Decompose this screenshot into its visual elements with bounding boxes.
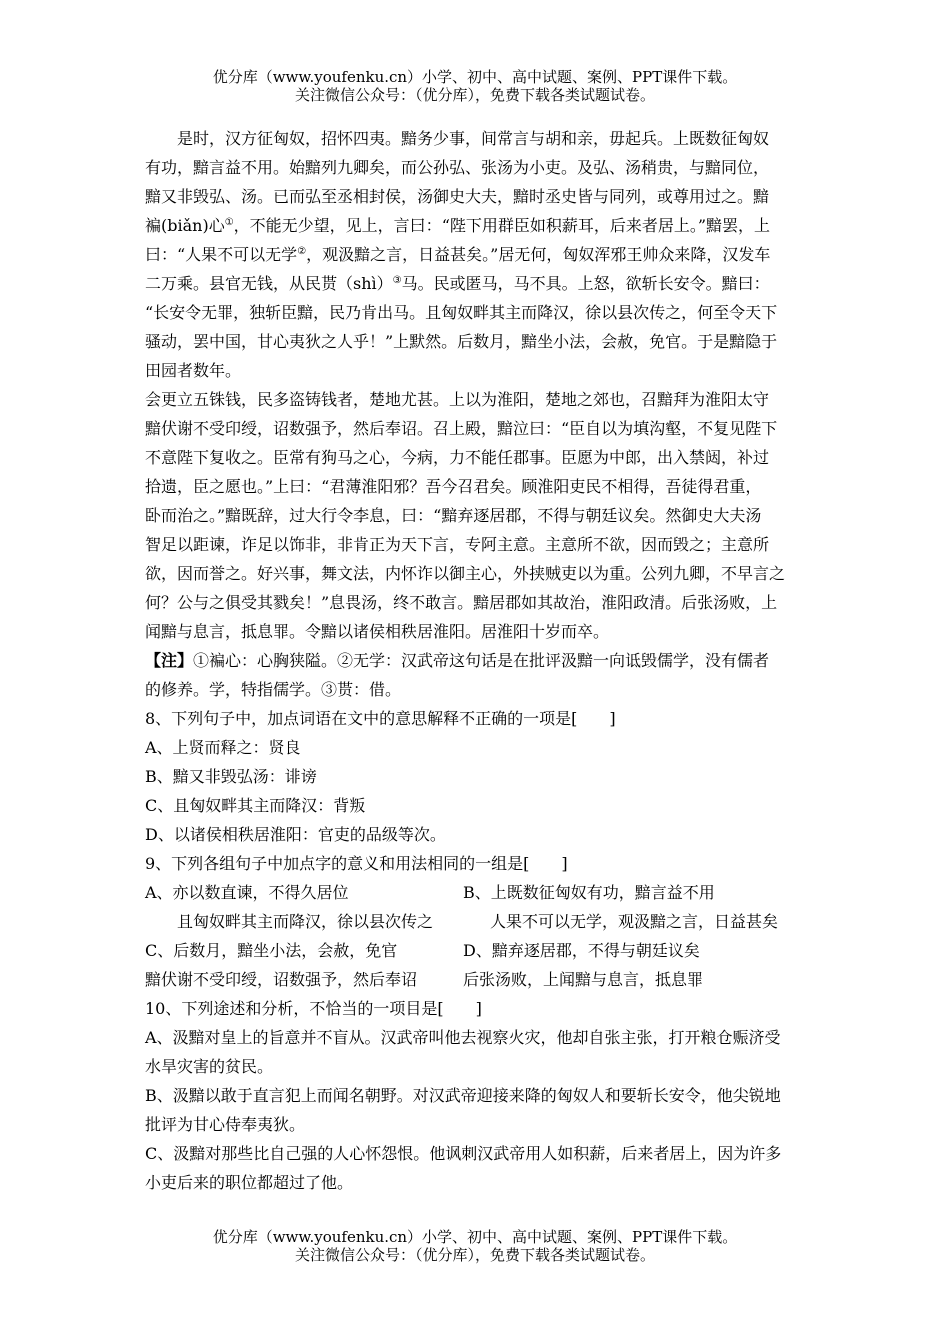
passage-text: ，观汲黯之言，日益甚矣。 bbox=[306, 245, 491, 264]
question-9-option-c-sentence-2: 黯伏谢不受印绶，诏数强予，然后奉诏 bbox=[145, 970, 418, 989]
question-9-option-a-sentence-2: 且匈奴畔其主而降汉，徐以县次传之 bbox=[177, 912, 434, 931]
page-header bbox=[0, 68, 950, 104]
question-9-option-b-sentence-2: 人果不可以无学，观汲黯之言，日益甚矣 bbox=[490, 912, 779, 931]
passage-line bbox=[145, 211, 815, 240]
passage-line: 闻黯与息言，抵息罪。令黯以诸侯相秩居淮阳。居淮阳十岁而卒。 bbox=[145, 622, 610, 641]
passage-line: 不意陛下复收之。臣常有狗马之心，今病，力不能任郡事。臣愿为中郎，出入禁闼，补过 bbox=[145, 448, 770, 467]
question-9-row bbox=[145, 936, 815, 965]
question-8-option-d: D、以诸侯相秩居淮阳：官吏的品级等次。 bbox=[145, 825, 446, 844]
footnote-mark: ② bbox=[297, 246, 307, 257]
passage-line: 是时，汉方征匈奴，招怀四夷。黯务少事，间常言与胡和亲，毋起兵。上既数征匈奴 bbox=[177, 129, 770, 148]
passage-text: 曰：“人果不可以无学 bbox=[145, 245, 298, 264]
passage-line: “长安令无罪，独斩臣黯，民乃肯出马。且匈奴畔其主而降汉，徐以县次传之，何至令天下 bbox=[145, 303, 778, 322]
question-8-stem: 8、下列句子中，加点词语在文中的意思解释不正确的一项是[ ] bbox=[145, 709, 616, 728]
question-10-option-b-cont: 批评为甘心侍奉夷狄。 bbox=[145, 1115, 306, 1134]
document-body bbox=[145, 124, 815, 1197]
notes-text: ①褊心：心胸狭隘。②无学：汉武帝这句话是在批评汲黯一向诋毁儒学，没有儒者 bbox=[193, 651, 770, 670]
question-9-stem: 9、下列各组句子中加点字的意义和用法相同的一组是[ ] bbox=[145, 854, 568, 873]
header-line-2: 关注微信公众号：（优分库），免费下载各类试题试卷。 bbox=[294, 86, 655, 104]
question-10-option-a: A、汲黯对皇上的旨意并不盲从。汉武帝叫他去视察火灾，他却自张主张，打开粮仓赈济受 bbox=[145, 1028, 781, 1047]
question-10-option-c: C、汲黯对那些比自己强的人心怀怨恨。他讽刺汉武帝用人如积薪，后来者居上，因为许多 bbox=[145, 1144, 782, 1163]
question-10-option-a-cont: 水旱灾害的贫民。 bbox=[145, 1057, 274, 1076]
passage-text: ”居无何，匈奴浑邪王帅众来降，汉发车 bbox=[490, 245, 771, 264]
passage-text: 褊(biǎn)心 bbox=[145, 216, 225, 235]
passage-line: 黯又非毁弘、汤。已而弘至丞相封侯，汤御史大夫，黯时丞史皆与同列，或尊用过之。黯 bbox=[145, 187, 770, 206]
passage-text: ，不能无少望，见上，言曰： bbox=[233, 216, 442, 235]
question-9-row bbox=[145, 907, 815, 936]
question-9-row bbox=[145, 965, 815, 994]
passage-line: 田园者数年。 bbox=[145, 361, 242, 380]
footer-line-1: 优分库（www.youfenku.cn）小学、初中、高中试题、案例、PPT课件下载。 bbox=[212, 1228, 738, 1246]
passage-text: 马。民或匿马，马不具。上怒，欲斩长安令。黯曰： bbox=[401, 274, 770, 293]
passage-text: 二万乘。县官无钱，从民贳（shì） bbox=[145, 274, 393, 293]
footnote-mark: ① bbox=[224, 217, 234, 228]
question-9-row bbox=[145, 878, 815, 907]
passage-line: 欲，因而誉之。好兴事，舞文法，内怀诈以御主心，外挟贼吏以为重。公列九卿，不早言之 bbox=[145, 564, 786, 583]
passage-line: 骚动，罢中国，甘心夷狄之人乎！”上默然。后数月，黯坐小法，会赦，免官。于是黯隐于 bbox=[145, 332, 778, 351]
passage-line: 会更立五铢钱，民多盗铸钱者，楚地尤甚。上以为淮阳，楚地之郊也，召黯拜为淮阳太守 bbox=[145, 390, 770, 409]
question-8-option-b: B、黯又非毁弘汤：诽谤 bbox=[145, 767, 317, 786]
passage-line: 黯伏谢不受印绶，诏数强予，然后奉诏。召上殿，黯泣曰：“臣自以为填沟壑，不复见陛下 bbox=[145, 419, 778, 438]
footnote-mark: ③ bbox=[392, 275, 402, 286]
question-9-option-d: D、黯弃逐居郡，不得与朝廷议矣 bbox=[463, 941, 700, 960]
page-footer bbox=[0, 1228, 950, 1264]
question-10-option-c-cont: 小吏后来的职位都超过了他。 bbox=[145, 1173, 354, 1192]
question-9-option-b: B、上既数征匈奴有功，黯言益不用 bbox=[463, 883, 715, 902]
passage-line: 智足以距谏，诈足以饰非，非肯正为天下言，专阿主意。主意所不欲，因而毁之；主意所 bbox=[145, 535, 770, 554]
question-9-option-d-sentence-2: 后张汤败，上闻黯与息言，抵息罪 bbox=[463, 970, 704, 989]
passage-line bbox=[145, 269, 815, 298]
notes-line: 的修养。学，特指儒学。③贳：借。 bbox=[145, 680, 402, 699]
question-10-option-b: B、汲黯以敢于直言犯上而闻名朝野。对汉武帝迎接来降的匈奴人和要斩长安令，他尖锐地 bbox=[145, 1086, 781, 1105]
question-10-stem: 10、下列途述和分析，不恰当的一项目是[ ] bbox=[145, 999, 482, 1018]
passage-text: “陛下用群臣如积薪耳，后来者居上。”黯罢，上 bbox=[441, 216, 771, 235]
header-line-1: 优分库（www.youfenku.cn）小学、初中、高中试题、案例、PPT课件下载。 bbox=[212, 68, 738, 86]
passage-line: 拾遗，臣之愿也。”上曰：“君薄淮阳邪？吾今召君矣。顾淮阳吏民不相得，吾徒得君重， bbox=[145, 477, 762, 496]
notes-line bbox=[145, 646, 815, 675]
question-8-option-c: C、且匈奴畔其主而降汉：背叛 bbox=[145, 796, 366, 815]
question-8-option-a: A、上贤而释之：贤良 bbox=[145, 738, 301, 757]
notes-label: 【注】 bbox=[145, 651, 194, 670]
footer-line-2: 关注微信公众号：（优分库），免费下载各类试题试卷。 bbox=[294, 1246, 655, 1264]
question-9-option-a: A、亦以数直谏，不得久居位 bbox=[145, 883, 349, 902]
passage-line: 何？公与之俱受其戮矣！”息畏汤，终不敢言。黯居郡如其故治，淮阳政清。后张汤败，上 bbox=[145, 593, 778, 612]
passage-line: 有功，黯言益不用。始黯列九卿矣，而公孙弘、张汤为小吏。及弘、汤稍贵，与黯同位， bbox=[145, 158, 770, 177]
passage-line: 卧而治之。”黯既辞，过大行令李息，曰：“黯弃逐居郡，不得与朝廷议矣。然御史大夫汤 bbox=[145, 506, 762, 525]
passage-line bbox=[145, 240, 815, 269]
question-9-option-c: C、后数月，黯坐小法，会赦，免官 bbox=[145, 941, 398, 960]
